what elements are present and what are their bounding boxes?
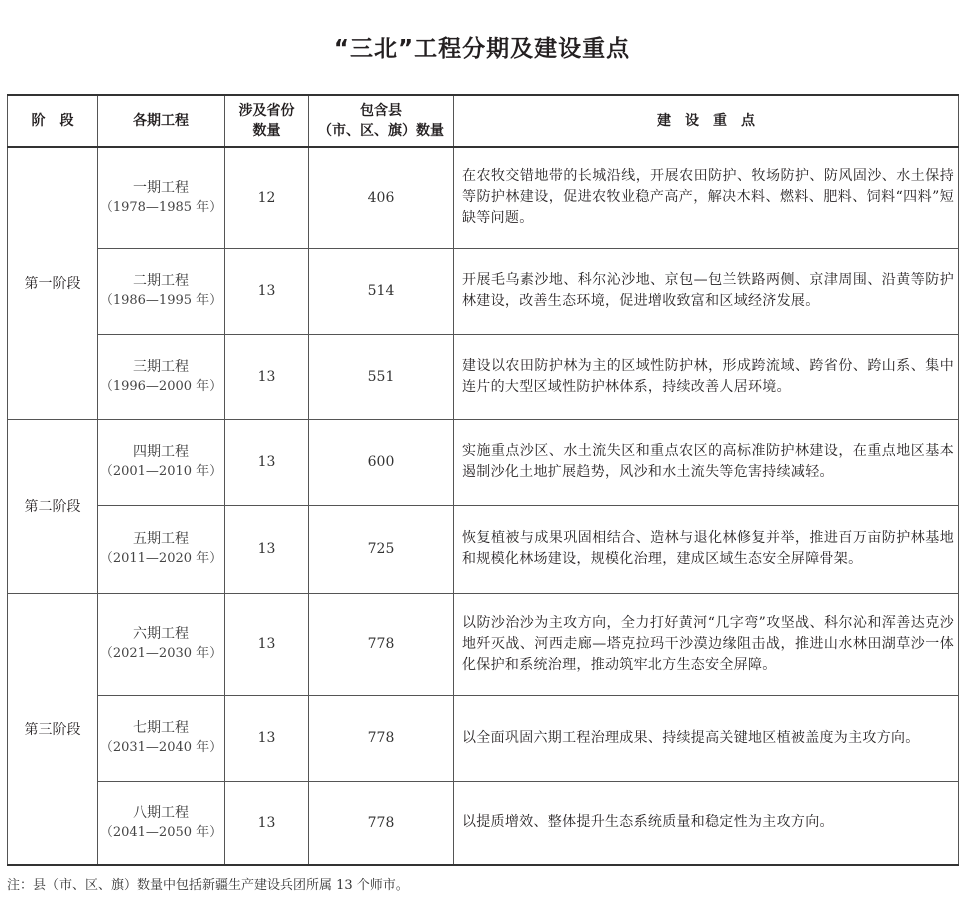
header-provinces-line2: 数量 xyxy=(252,123,281,139)
project-name: 三期工程 xyxy=(133,358,189,375)
stage-cell: 第三阶段 xyxy=(8,593,98,865)
header-counties-line2: （市、区、旗）数量 xyxy=(318,123,444,139)
project-name: 四期工程 xyxy=(133,444,189,460)
project-name: 五期工程 xyxy=(133,531,189,547)
stage-cell: 第二阶段 xyxy=(8,419,98,593)
header-counties-line1: 包含县 xyxy=(360,103,402,119)
focus-cell: 建设以农田防护林为主的区域性防护林，形成跨流域、跨省份、跨山系、集中连片的大型区域性防护林体系，持续改善人居环境。 xyxy=(454,334,959,419)
table-row xyxy=(8,505,959,593)
focus-cell: 在农牧交错地带的长城沿线，开展农田防护、牧场防护、防风固沙、水土保持等防护林建设，促进农牧业稳产高产，解决木料、燃料、肥料、饲料“四料”短缺等问题。 xyxy=(454,147,959,248)
header-focus: 建 设 重 点 xyxy=(454,95,959,147)
header-provinces xyxy=(225,95,309,147)
provinces-cell: 13 xyxy=(225,334,309,419)
project-years: （1996—2000 年） xyxy=(99,378,223,394)
stage-cell: 第一阶段 xyxy=(8,147,98,419)
table-row xyxy=(8,147,959,248)
project-cell xyxy=(98,593,225,695)
project-cell xyxy=(98,505,225,593)
focus-cell: 以提质增效、整体提升生态系统质量和稳定性为主攻方向。 xyxy=(454,781,959,865)
project-cell xyxy=(98,248,225,334)
counties-cell: 778 xyxy=(309,781,454,865)
header-counties xyxy=(309,95,454,147)
table-row xyxy=(8,695,959,781)
table-row xyxy=(8,419,959,505)
project-years: （1978—1985 年） xyxy=(99,199,223,215)
counties-cell: 778 xyxy=(309,593,454,695)
header-project: 各期工程 xyxy=(98,95,225,147)
project-years: （2041—2050 年） xyxy=(99,824,223,840)
project-cell xyxy=(98,781,225,865)
counties-cell: 551 xyxy=(309,334,454,419)
focus-cell: 以防沙治沙为主攻方向，全力打好黄河“几字弯”攻坚战、科尔沁和浑善达克沙地歼灭战、河西走廊—塔克拉玛干沙漠边缘阻击战，推进山水林田湖草沙一体化保护和系统治理，推动筑牢北方生态安全屏障。 xyxy=(454,593,959,695)
focus-cell: 以全面巩固六期工程治理成果、持续提高关键地区植被盖度为主攻方向。 xyxy=(454,695,959,781)
project-years: （2001—2010 年） xyxy=(99,464,223,479)
project-cell xyxy=(98,695,225,781)
counties-cell: 778 xyxy=(309,695,454,781)
counties-cell: 600 xyxy=(309,419,454,505)
table-row xyxy=(8,248,959,334)
page-title: “三北”工程分期及建设重点 xyxy=(333,36,631,62)
header-provinces-line1: 涉及省份 xyxy=(238,103,295,119)
focus-cell: 恢复植被与成果巩固相结合、造林与退化林修复并举，推进百万亩防护林基地和规模化林场建设，规模化治理，建成区域生态安全屏障骨架。 xyxy=(454,505,959,593)
counties-cell: 514 xyxy=(309,248,454,334)
header-stage: 阶 段 xyxy=(8,95,98,147)
provinces-cell: 13 xyxy=(225,419,309,505)
provinces-cell: 13 xyxy=(225,248,309,334)
project-years: （2021—2030 年） xyxy=(99,646,223,661)
project-cell xyxy=(98,334,225,419)
project-name: 八期工程 xyxy=(133,804,189,821)
provinces-cell: 13 xyxy=(225,593,309,695)
table-row xyxy=(8,781,959,865)
provinces-cell: 13 xyxy=(225,781,309,865)
header-row xyxy=(8,95,959,147)
table-row xyxy=(8,334,959,419)
counties-cell: 725 xyxy=(309,505,454,593)
focus-cell: 开展毛乌素沙地、科尔沁沙地、京包—包兰铁路两侧、京津周围、沿黄等防护林建设，改善生态环境，促进增收致富和区域经济发展。 xyxy=(454,248,959,334)
provinces-cell: 13 xyxy=(225,505,309,593)
project-cell xyxy=(98,147,225,248)
phases-table xyxy=(7,94,959,866)
provinces-cell: 12 xyxy=(225,147,309,248)
project-name: 一期工程 xyxy=(133,179,189,196)
project-cell xyxy=(98,419,225,505)
footnote: 注：县（市、区、旗）数量中包括新疆生产建设兵团所属 13 个师市。 xyxy=(7,878,409,893)
project-years: （2011—2020 年） xyxy=(99,551,223,566)
project-name: 七期工程 xyxy=(133,720,189,736)
table-row xyxy=(8,593,959,695)
counties-cell: 406 xyxy=(309,147,454,248)
project-years: （1986—1995 年） xyxy=(99,293,223,308)
project-years: （2031—2040 年） xyxy=(99,740,223,755)
project-name: 二期工程 xyxy=(133,273,189,289)
provinces-cell: 13 xyxy=(225,695,309,781)
focus-cell: 实施重点沙区、水土流失区和重点农区的高标准防护林建设，在重点地区基本遏制沙化土地扩展趋势，风沙和水土流失等危害持续减轻。 xyxy=(454,419,959,505)
project-name: 六期工程 xyxy=(133,626,189,642)
